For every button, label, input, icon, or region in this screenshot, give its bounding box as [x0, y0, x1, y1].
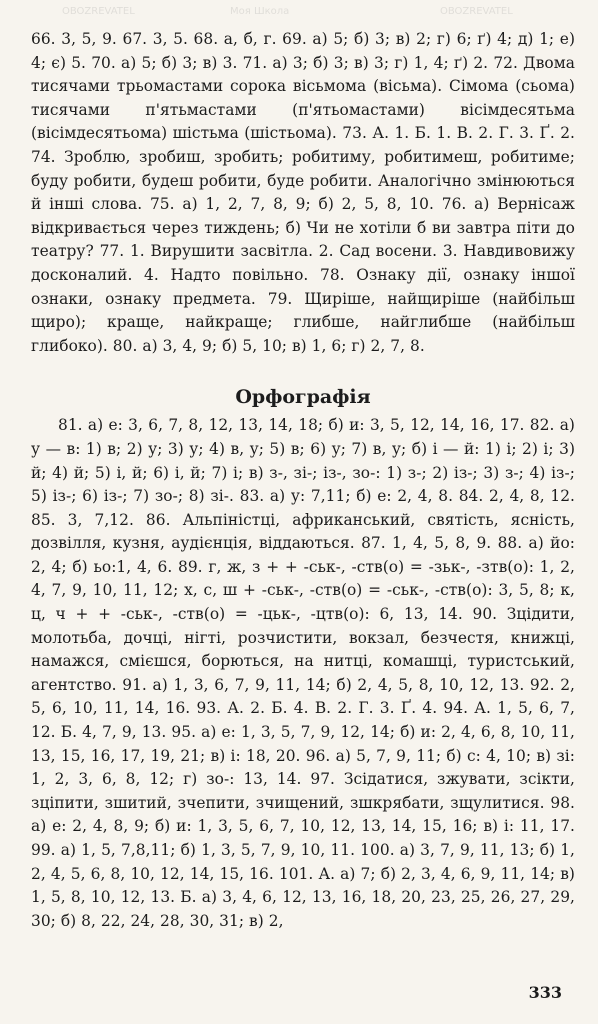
page-content	[31, 28, 575, 933]
answers-block-bottom	[31, 414, 575, 933]
answers-text-bottom: 81. а) е: 3, 6, 7, 8, 12, 13, 14, 18; б) и: 3, 5, 12, 14, 16, 17. 82. а) у — в: 1) в; 2) у; 3) у; 4) в, у; 5) в; 6) у; 7) в, у; б) і — й: 1) і; 2) і; 3) й; 4) й; 5) і, й; 6) і, й; 7) і; в) з-, зі-; із-, зо-: 1) з-; 2) із-; 3) з-; 4) із-; 5) із-; 6) із-; 7) зо-; 8) зі-. 83. а) у: 7,11; б) е: 2, 4, 8. 84. 2, 4, 8, 12. 85. 3, 7,12. 86. Альпіністці, африканський, святість, ясність, дозвілля, кузня, аудієнція, віддаються. 87. 1, 4, 5, 8, 9. 88. а) йо: 2, 4; б) ьо:1, 4, 6. 89. г, ж, з + + -ськ-, -ств(о) = -зьк-, -зтв(о): 1, 2, 4, 7, 9, 10, 11, 12; х, с, ш + -ськ-, -ств(о) = -ськ-, -ств(о): 3, 5, 8; к, ц, ч + + -ськ-, -ств(о) = -цьк-, -цтв(о): 6, 13, 14. 90. Зцідити, молотьба, дочці, нігті, розчистити, вокзал, безчестя, книжці, намажся, смієшся, борються, на нитці, комашці, туристський, агентство. 91. а) 1, 3, 6, 7, 9, 11, 14; б) 2, 4, 5, 8, 10, 12, 13. 92. 2, 5, 6, 10, 11, 14, 16. 93. А. 2. Б. 4. В. 2. Г. 3. Ґ. 4. 94. А. 1, 5, 6, 7, 12. Б. 4, 7, 9, 13. 95. а) е: 1, 3, 5, 7, 9, 12, 14; б) и: 2, 4, 6, 8, 10, 11, 13, 15, 16, 17, 19, 21; в) і: 18, 20. 96. а) 5, 7, 9, 11; б) с: 4, 10; в) зі: 1, 2, 3, 6, 8, 12; г) зо-: 13, 14. 97. Зсідатися, зжувати, зсікти, зціпити, зшитий, зчепити, зчищений, зшкрябати, зщулитися. 98. а) е: 2, 4, 8, 9; б) и: 1, 3, 5, 6, 7, 10, 12, 13, 14, 15, 16; в) і: 11, 17. 99. а) 1, 5, 7,8,11; б) 1, 3, 5, 7, 9, 10, 11. 100. а) 3, 7, 9, 11, 13; б) 1, 2, 4, 5, 6, 8, 10, 12, 14, 15, 16. 101. А. а) 7; б) 2, 3, 4, 6, 9, 11, 14; в) 1, 5, 8, 10, 12, 13. Б. а) 3, 4, 6, 12, 13, 16, 18, 20, 23, 25, 26, 27, 29, 30; б) 8, 22, 24, 28, 30, 31; в) 2,	[31, 416, 575, 930]
watermark: Моя Школа	[230, 6, 290, 17]
page-number: 333	[528, 983, 562, 1002]
answers-block-top	[31, 28, 575, 358]
section-title: Орфографія	[235, 386, 371, 409]
answers-text-top: 66. 3, 5, 9. 67. 3, 5. 68. а, б, г. 69. а) 5; б) 3; в) 2; г) 6; ґ) 4; д) 1; е) 4; є) 5. 70. а) 5; б) 3; в) 3. 71. а) 3; б) 3; в) 3; г) 1, 4; ґ) 2. 72. Двома тисячами трьомастами сорока вісьмома (вісьма). Сімома (сьома) тисячами п'ятьмастами (п'ятьомастами) вісімдесятьма (вісімдесятьома) шістьма (шістьома). 73. А. 1. Б. 1. В. 2. Г. 3. Ґ. 2. 74. Зроблю, зробиш, зробить; робитиму, робитимеш, робитиме; буду робити, будеш робити, буде робити. Аналогічно змінюються й інші слова. 75. а) 1, 2, 7, 8, 9; б) 2, 5, 8, 10. 76. а) Вернісаж відкривається через тиждень; б) Чи не хотіли б ви завтра піти до театру? 77. 1. Вирушити засвітла. 2. Сад восени. 3. Навдивовижу досконалий. 4. Надто повільно. 78. Ознаку дії, ознаку іншої ознаки, ознаку предмета. 79. Щиріше, найщиріше (найбільш щиро); краще, найкраще; глибше, найглибше (найбільш глибоко). 80. а) 3, 4, 9; б) 5, 10; в) 1, 6; г) 2, 7, 8.	[31, 30, 575, 355]
watermark: OBOZREVATEL	[440, 6, 513, 17]
watermark: OBOZREVATEL	[62, 6, 135, 17]
